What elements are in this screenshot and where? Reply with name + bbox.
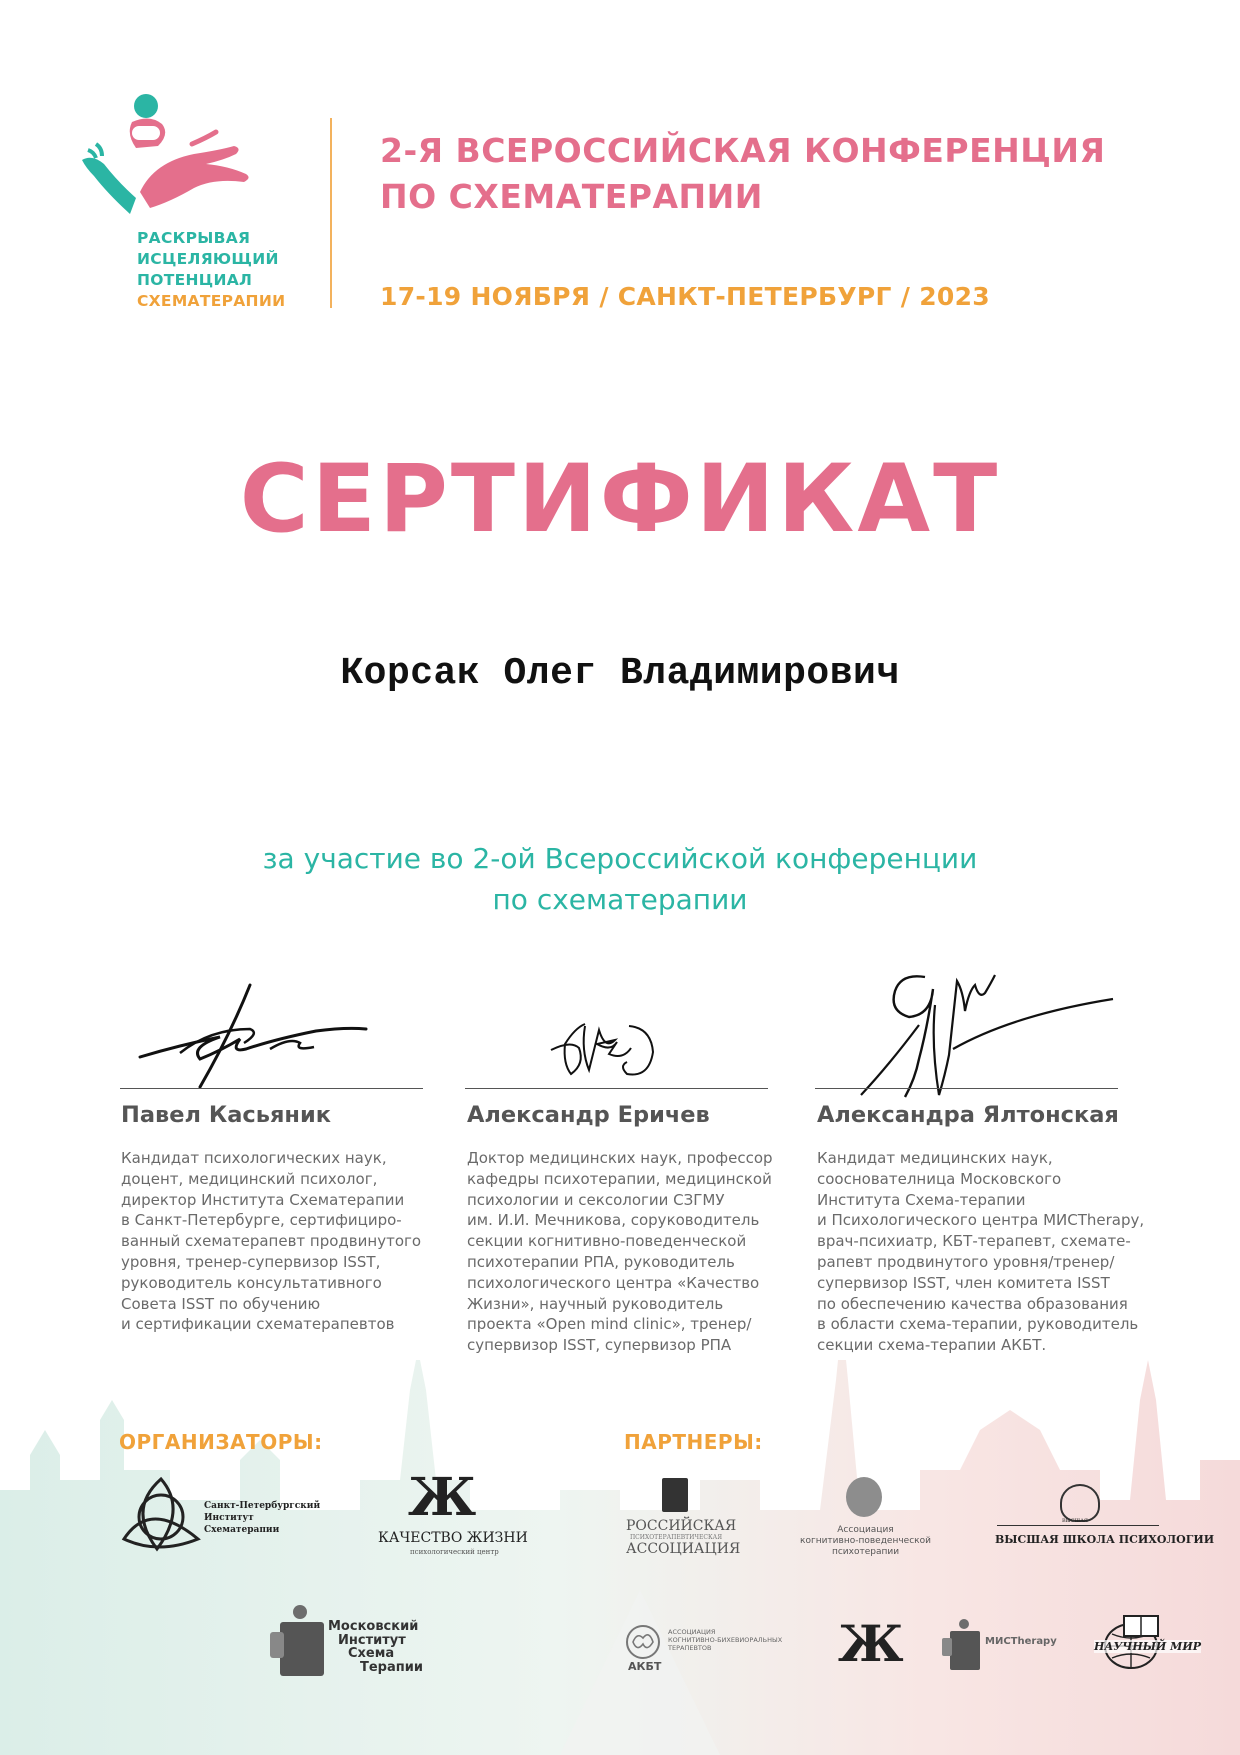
signature-line: [815, 1088, 1118, 1089]
signer-bio: [121, 1148, 421, 1335]
bio-line: секции когнитивно-поведенческой: [467, 1232, 747, 1251]
bio-line: Доктор медицинских наук, профессор: [467, 1149, 773, 1167]
conference-title-line: ПО СХЕМАТЕРАПИИ: [380, 177, 763, 216]
logo-text-line: Схематерапии: [204, 1525, 280, 1535]
conference-title-line: 2-Я ВСЕРОССИЙСКАЯ КОНФЕРЕНЦИЯ: [380, 131, 1106, 170]
misht-logo-icon: [266, 1604, 324, 1676]
akpp-portrait-icon: [846, 1477, 882, 1517]
vsp-divider: [997, 1525, 1159, 1526]
signature-line: [465, 1088, 768, 1089]
bio-line: и сертификации схематерапевтов: [121, 1315, 395, 1334]
bio-line: и Психологического центра МИСTherapy,: [817, 1211, 1145, 1230]
bio-line: проекта «Open mind clinic», тренер/: [467, 1315, 752, 1334]
signature-yaltonskaya: [855, 965, 1115, 1100]
tagline-line: РАСКРЫВАЯ: [137, 229, 251, 247]
logo-text-line: Терапии: [360, 1659, 423, 1675]
bio-line: в области схема-терапии, руководитель: [817, 1315, 1139, 1334]
bio-line: секции схема-терапии АКБТ.: [817, 1336, 1047, 1355]
vsp-emblem-icon: [1060, 1484, 1100, 1522]
header-divider: [330, 118, 332, 308]
bio-line: Кандидат психологических наук,: [121, 1149, 387, 1167]
akbt-logo-text: АКБТ: [628, 1660, 662, 1673]
signer-name: Александр Еричев: [467, 1102, 710, 1128]
signature-kasyanik: [120, 975, 440, 1095]
reason-line: по схематерапии: [492, 883, 748, 916]
bio-line: ванный схематерапевт продвинутого: [121, 1232, 422, 1251]
akbt-brain-icon: [625, 1624, 661, 1660]
kachestvo-zhizni-logo-icon: Ж: [408, 1467, 477, 1528]
logo-text-line: Московский: [328, 1619, 419, 1634]
bio-line: Совета ISST по обучению: [121, 1294, 321, 1313]
bio-line: доцент, медицинский психолог,: [121, 1169, 378, 1188]
bio-line: уровня, тренер-супервизор ISST,: [121, 1252, 381, 1271]
nauchny-mir-logo-text: НАУЧНЫЙ МИР: [1094, 1640, 1201, 1653]
partners-label: ПАРТНЕРЫ:: [624, 1430, 763, 1454]
certificate-reason: [0, 838, 1240, 920]
logo-text-line: ТЕРАПЕВТОВ: [668, 1644, 712, 1652]
bio-line: врач-психиатр, КБТ-терапевт, схемате-: [817, 1232, 1131, 1251]
city-skyline-background: [0, 1360, 1240, 1755]
tagline-line: ИСЦЕЛЯЮЩИЙ: [137, 250, 279, 268]
signer-name: Павел Касьяник: [121, 1102, 331, 1128]
bio-line: Института Схема-терапии: [817, 1190, 1026, 1209]
kachestvo-zhizni-logo-text: КАЧЕСТВО ЖИЗНИ: [378, 1530, 528, 1546]
conference-title: [380, 128, 1105, 220]
bio-line: кафедры психотерапии, медицинской: [467, 1169, 772, 1188]
logo-text-line: Схема: [348, 1646, 395, 1661]
signature-erichev: [545, 1010, 675, 1090]
rpa-logo-icon: [662, 1478, 688, 1512]
akpp-logo-text: [798, 1525, 933, 1558]
logo-text-line: психотерапии: [831, 1547, 900, 1557]
rpa-logo-text: [626, 1518, 741, 1557]
spb-institute-logo-text: [204, 1500, 320, 1536]
conference-date-place: 17-19 НОЯБРЯ / САНКТ-ПЕТЕРБУРГ / 2023: [380, 282, 990, 311]
mistherapy-logo-icon: [940, 1618, 980, 1670]
bio-line: супервизор ISST, член комитета ISST: [817, 1273, 1110, 1292]
logo-text-line: Санкт-Петербургский: [204, 1501, 321, 1511]
bio-line: психологического центра «Качество: [467, 1273, 760, 1292]
bio-line: Жизни», научный руководитель: [467, 1294, 724, 1313]
signer-name: Александра Ялтонская: [817, 1102, 1119, 1128]
bio-line: директор Института Схематерапии: [121, 1190, 405, 1209]
conference-logo-tagline: [137, 228, 285, 312]
signature-line: [120, 1088, 423, 1089]
akbt-logo-small-text: [668, 1628, 782, 1652]
bio-line: по обеспечению качества образования: [817, 1294, 1128, 1313]
signer-bio: [817, 1148, 1144, 1356]
organizers-label: ОРГАНИЗАТОРЫ:: [119, 1430, 323, 1454]
vsp-logo-text: ВЫСШАЯ ШКОЛА ПСИХОЛОГИИ: [995, 1533, 1215, 1546]
kachestvo-zhizni-logo-subtext: психологический центр: [410, 1548, 499, 1556]
logo-text-line: когнитивно-поведенческой: [800, 1536, 931, 1546]
bio-line: психологии и сексологии СЗГМУ: [467, 1190, 725, 1209]
logo-text-line: РОССИЙСКАЯ: [626, 1518, 737, 1534]
bio-line: сооснователница Московского: [817, 1169, 1062, 1188]
misht-logo-text: [328, 1620, 423, 1674]
logo-text-line: КОГНИТИВНО-БИХЕВИОРАЛЬНЫХ: [668, 1636, 783, 1644]
bio-line: им. И.И. Мечникова, соруководитель: [467, 1211, 760, 1230]
triquetra-logo-icon: [118, 1475, 204, 1557]
signer-bio: [467, 1148, 773, 1356]
reason-line: за участие во 2-ой Всероссийской конференции: [262, 842, 978, 875]
logo-text-line: Институт: [338, 1632, 406, 1648]
tagline-line: СХЕМАТЕРАПИИ: [137, 292, 286, 310]
bio-line: руководитель консультативного: [121, 1273, 382, 1292]
vsp-logo-top: ВЫСШАЯ: [1062, 1518, 1088, 1524]
bio-line: рапевт продвинутого уровня/тренер/: [817, 1252, 1115, 1271]
bio-line: психотерапии РПА, руководитель: [467, 1252, 735, 1271]
logo-text-line: АССОЦИАЦИЯ: [626, 1541, 741, 1557]
mistherapy-logo-text: МИСTherapy: [985, 1636, 1057, 1647]
logo-text-line: АССОЦИАЦИЯ: [668, 1628, 716, 1636]
bio-line: в Санкт-Петербурге, сертифициро-: [121, 1211, 402, 1230]
recipient-name: Корсак Олег Владимирович: [340, 652, 900, 695]
logo-text-line: Ассоциация: [837, 1525, 894, 1535]
zh-mark-logo-icon: Ж: [838, 1614, 904, 1673]
logo-text-line: Институт: [204, 1513, 254, 1523]
conference-logo-icon: [80, 92, 250, 222]
tagline-line: ПОТЕНЦИАЛ: [137, 271, 253, 289]
logo-text-line: ПСИХОТЕРАПЕВТИЧЕСКАЯ: [629, 1534, 723, 1541]
bio-line: Кандидат медицинских наук,: [817, 1149, 1053, 1167]
bio-line: супервизор ISST, супервизор РПА: [467, 1336, 732, 1355]
certificate-heading: СЕРТИФИКАТ: [239, 445, 1001, 554]
